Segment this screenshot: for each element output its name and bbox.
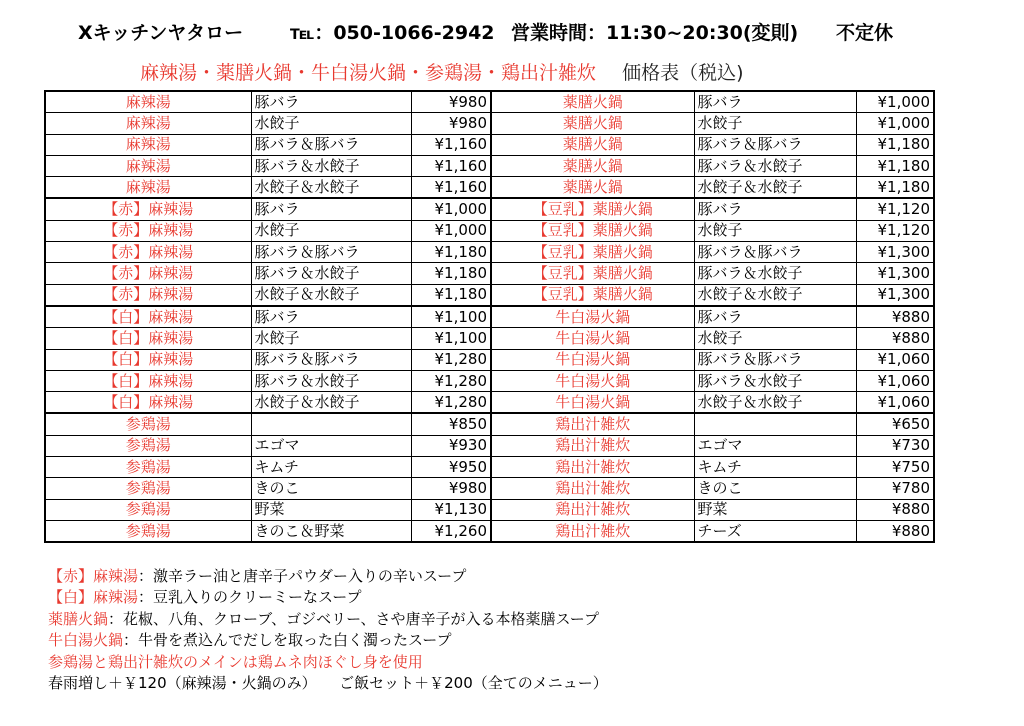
table-row xyxy=(45,242,934,263)
right-price: ¥1,000 xyxy=(856,113,934,134)
right-soup-name: 牛白湯火鍋 xyxy=(491,328,694,349)
right-price: ¥1,180 xyxy=(856,177,934,199)
right-soup-name: 鶏出汁雑炊 xyxy=(491,457,694,478)
right-price: ¥1,120 xyxy=(856,220,934,241)
left-soup-name: 参鶏湯 xyxy=(45,520,251,542)
note-line xyxy=(48,566,608,587)
table-row xyxy=(45,177,934,199)
right-soup-name: 牛白湯火鍋 xyxy=(491,349,694,370)
left-soup-name: 【赤】麻辣湯 xyxy=(45,263,251,284)
menu-names: 麻辣湯・薬膳火鍋・牛白湯火鍋・参鶏湯・鶏出汁雑炊 xyxy=(140,62,597,84)
shop-name: Xキッチンヤタロー xyxy=(78,22,244,44)
left-item: 豚バラ＆豚バラ xyxy=(251,242,411,263)
table-row xyxy=(45,435,934,456)
price-table-label: 価格表（税込) xyxy=(622,62,744,84)
left-soup-name: 【白】麻辣湯 xyxy=(45,392,251,414)
closing-days: 不定休 xyxy=(836,22,894,44)
table-row xyxy=(45,284,934,306)
left-soup-name: 参鶏湯 xyxy=(45,457,251,478)
right-price: ¥1,180 xyxy=(856,155,934,176)
left-price: ¥1,280 xyxy=(411,349,491,370)
note-term: 薬膳火鍋 xyxy=(48,609,109,628)
table-row xyxy=(45,155,934,176)
left-soup-name: 麻辣湯 xyxy=(45,134,251,155)
menu-subtitle xyxy=(140,58,743,85)
right-price: ¥1,300 xyxy=(856,284,934,306)
left-price: ¥980 xyxy=(411,113,491,134)
left-soup-name: 参鶏湯 xyxy=(45,499,251,520)
right-item: 豚バラ＆水餃子 xyxy=(694,370,856,391)
table-row xyxy=(45,349,934,370)
right-soup-name: 【豆乳】薬膳火鍋 xyxy=(491,242,694,263)
left-item: 豚バラ＆豚バラ xyxy=(251,134,411,155)
left-soup-name: 麻辣湯 xyxy=(45,177,251,199)
left-price: ¥1,180 xyxy=(411,284,491,306)
note-line xyxy=(48,652,608,673)
right-price: ¥1,000 xyxy=(856,91,934,113)
table-row xyxy=(45,134,934,155)
table-row xyxy=(45,499,934,520)
table-row xyxy=(45,370,934,391)
table-row xyxy=(45,413,934,435)
right-item: キムチ xyxy=(694,457,856,478)
right-price: ¥650 xyxy=(856,413,934,435)
left-item: 水餃子 xyxy=(251,113,411,134)
right-item: 水餃子＆水餃子 xyxy=(694,284,856,306)
left-item: 豚バラ xyxy=(251,306,411,328)
right-soup-name: 牛白湯火鍋 xyxy=(491,370,694,391)
note-description: ：花椒、八角、クローブ、ゴジベリー、さや唐辛子が入る本格薬膳スープ xyxy=(108,609,599,628)
left-item: 豚バラ xyxy=(251,198,411,220)
right-soup-name: 薬膳火鍋 xyxy=(491,155,694,176)
note-term: 参鶏湯と鶏出汁雑炊のメインは鶏ムネ肉ほぐし身を使用 xyxy=(48,652,423,671)
right-item: 豚バラ xyxy=(694,198,856,220)
header xyxy=(0,18,1024,48)
right-item: きのこ xyxy=(694,478,856,499)
left-soup-name: 麻辣湯 xyxy=(45,113,251,134)
right-price: ¥880 xyxy=(856,520,934,542)
note-term: 【赤】麻辣湯 xyxy=(48,567,139,585)
right-soup-name: 牛白湯火鍋 xyxy=(491,392,694,414)
note-description: ：豆乳入りのクリーミーなスープ xyxy=(138,588,362,607)
note-line xyxy=(48,587,608,608)
left-item: 豚バラ＆水餃子 xyxy=(251,155,411,176)
right-soup-name: 【豆乳】薬膳火鍋 xyxy=(491,198,694,220)
note-description: ：牛骨を煮込んでだしを取った白く濁ったスープ xyxy=(123,631,452,650)
right-soup-name: 薬膳火鍋 xyxy=(491,134,694,155)
left-soup-name: 【白】麻辣湯 xyxy=(45,306,251,328)
left-item: 豚バラ＆豚バラ xyxy=(251,349,411,370)
right-item: 豚バラ＆豚バラ xyxy=(694,134,856,155)
left-soup-name: 【赤】麻辣湯 xyxy=(45,198,251,220)
left-item xyxy=(251,413,411,435)
right-price: ¥1,120 xyxy=(856,198,934,220)
left-price: ¥1,260 xyxy=(411,520,491,542)
right-item: 豚バラ xyxy=(694,306,856,328)
table-row xyxy=(45,328,934,349)
right-price: ¥1,060 xyxy=(856,370,934,391)
note-line xyxy=(48,630,608,651)
table-row xyxy=(45,198,934,220)
right-soup-name: 鶏出汁雑炊 xyxy=(491,478,694,499)
note-line xyxy=(48,673,608,694)
left-price: ¥1,160 xyxy=(411,155,491,176)
table-row xyxy=(45,457,934,478)
right-soup-name: 鶏出汁雑炊 xyxy=(491,499,694,520)
right-soup-name: 【豆乳】薬膳火鍋 xyxy=(491,220,694,241)
left-price: ¥1,180 xyxy=(411,242,491,263)
left-price: ¥1,180 xyxy=(411,263,491,284)
note-term: 【白】麻辣湯 xyxy=(48,588,139,607)
right-item: 豚バラ＆水餃子 xyxy=(694,263,856,284)
right-item: 豚バラ＆豚バラ xyxy=(694,242,856,263)
left-item: 豚バラ＆水餃子 xyxy=(251,263,411,284)
left-item: 水餃子 xyxy=(251,220,411,241)
right-soup-name: 牛白湯火鍋 xyxy=(491,306,694,328)
right-soup-name: 鶏出汁雑炊 xyxy=(491,520,694,542)
right-price: ¥1,300 xyxy=(856,242,934,263)
right-soup-name: 【豆乳】薬膳火鍋 xyxy=(491,284,694,306)
right-item: 豚バラ＆水餃子 xyxy=(694,155,856,176)
right-price: ¥1,060 xyxy=(856,349,934,370)
left-price: ¥980 xyxy=(411,91,491,113)
left-price: ¥1,280 xyxy=(411,370,491,391)
left-item: きのこ＆野菜 xyxy=(251,520,411,542)
left-soup-name: 参鶏湯 xyxy=(45,435,251,456)
right-soup-name: 鶏出汁雑炊 xyxy=(491,435,694,456)
left-soup-name: 【赤】麻辣湯 xyxy=(45,284,251,306)
right-item: 水餃子＆水餃子 xyxy=(694,177,856,199)
table-row xyxy=(45,478,934,499)
left-price: ¥1,130 xyxy=(411,499,491,520)
left-price: ¥850 xyxy=(411,413,491,435)
left-soup-name: 【白】麻辣湯 xyxy=(45,328,251,349)
left-price: ¥1,100 xyxy=(411,306,491,328)
phone-number: ℡：050-1066-2942 xyxy=(290,22,495,44)
left-soup-name: 【白】麻辣湯 xyxy=(45,349,251,370)
left-soup-name: 麻辣湯 xyxy=(45,91,251,113)
right-item: 野菜 xyxy=(694,499,856,520)
right-item xyxy=(694,413,856,435)
note-term: 牛白湯火鍋 xyxy=(48,631,124,650)
left-item: 水餃子＆水餃子 xyxy=(251,177,411,199)
left-price: ¥930 xyxy=(411,435,491,456)
right-item: 水餃子 xyxy=(694,113,856,134)
left-price: ¥1,000 xyxy=(411,220,491,241)
note-description: ：激辛ラー油と唐辛子パウダー入りの辛いスープ xyxy=(138,567,467,585)
left-price: ¥1,000 xyxy=(411,198,491,220)
right-item: エゴマ xyxy=(694,435,856,456)
right-price: ¥880 xyxy=(856,499,934,520)
right-price: ¥880 xyxy=(856,328,934,349)
left-item: 豚バラ xyxy=(251,91,411,113)
left-soup-name: 麻辣湯 xyxy=(45,155,251,176)
right-item: チーズ xyxy=(694,520,856,542)
left-soup-name: 参鶏湯 xyxy=(45,478,251,499)
left-soup-name: 【白】麻辣湯 xyxy=(45,370,251,391)
right-item: 水餃子＆水餃子 xyxy=(694,392,856,414)
table-row xyxy=(45,91,934,113)
left-price: ¥1,100 xyxy=(411,328,491,349)
table-row xyxy=(45,392,934,414)
right-item: 豚バラ＆豚バラ xyxy=(694,349,856,370)
left-price: ¥980 xyxy=(411,478,491,499)
left-item: エゴマ xyxy=(251,435,411,456)
left-item: 野菜 xyxy=(251,499,411,520)
right-price: ¥730 xyxy=(856,435,934,456)
left-price: ¥950 xyxy=(411,457,491,478)
table-row xyxy=(45,113,934,134)
right-soup-name: 鶏出汁雑炊 xyxy=(491,413,694,435)
left-price: ¥1,160 xyxy=(411,177,491,199)
right-price: ¥880 xyxy=(856,306,934,328)
price-table xyxy=(44,90,935,543)
left-item: キムチ xyxy=(251,457,411,478)
left-item: きのこ xyxy=(251,478,411,499)
table-row xyxy=(45,306,934,328)
notes-section xyxy=(48,566,608,694)
right-price: ¥1,300 xyxy=(856,263,934,284)
right-soup-name: 薬膳火鍋 xyxy=(491,113,694,134)
left-soup-name: 参鶏湯 xyxy=(45,413,251,435)
left-item: 水餃子＆水餃子 xyxy=(251,284,411,306)
right-soup-name: 【豆乳】薬膳火鍋 xyxy=(491,263,694,284)
table-row xyxy=(45,263,934,284)
table-row xyxy=(45,220,934,241)
left-item: 水餃子 xyxy=(251,328,411,349)
right-item: 水餃子 xyxy=(694,220,856,241)
left-item: 水餃子＆水餃子 xyxy=(251,392,411,414)
note-description: 春雨増し＋￥120（麻辣湯・火鍋のみ） ご飯セット＋￥200（全てのメニュー） xyxy=(48,674,608,693)
right-price: ¥1,180 xyxy=(856,134,934,155)
right-item: 豚バラ xyxy=(694,91,856,113)
right-item: 水餃子 xyxy=(694,328,856,349)
business-hours: 営業時間：11:30~20:30(変則) xyxy=(511,22,799,44)
left-soup-name: 【赤】麻辣湯 xyxy=(45,220,251,241)
right-soup-name: 薬膳火鍋 xyxy=(491,91,694,113)
note-line xyxy=(48,609,608,630)
right-price: ¥750 xyxy=(856,457,934,478)
left-item: 豚バラ＆水餃子 xyxy=(251,370,411,391)
left-price: ¥1,160 xyxy=(411,134,491,155)
left-soup-name: 【赤】麻辣湯 xyxy=(45,242,251,263)
right-soup-name: 薬膳火鍋 xyxy=(491,177,694,199)
table-row xyxy=(45,520,934,542)
right-price: ¥780 xyxy=(856,478,934,499)
price-table-body xyxy=(45,91,934,542)
right-price: ¥1,060 xyxy=(856,392,934,414)
left-price: ¥1,280 xyxy=(411,392,491,414)
